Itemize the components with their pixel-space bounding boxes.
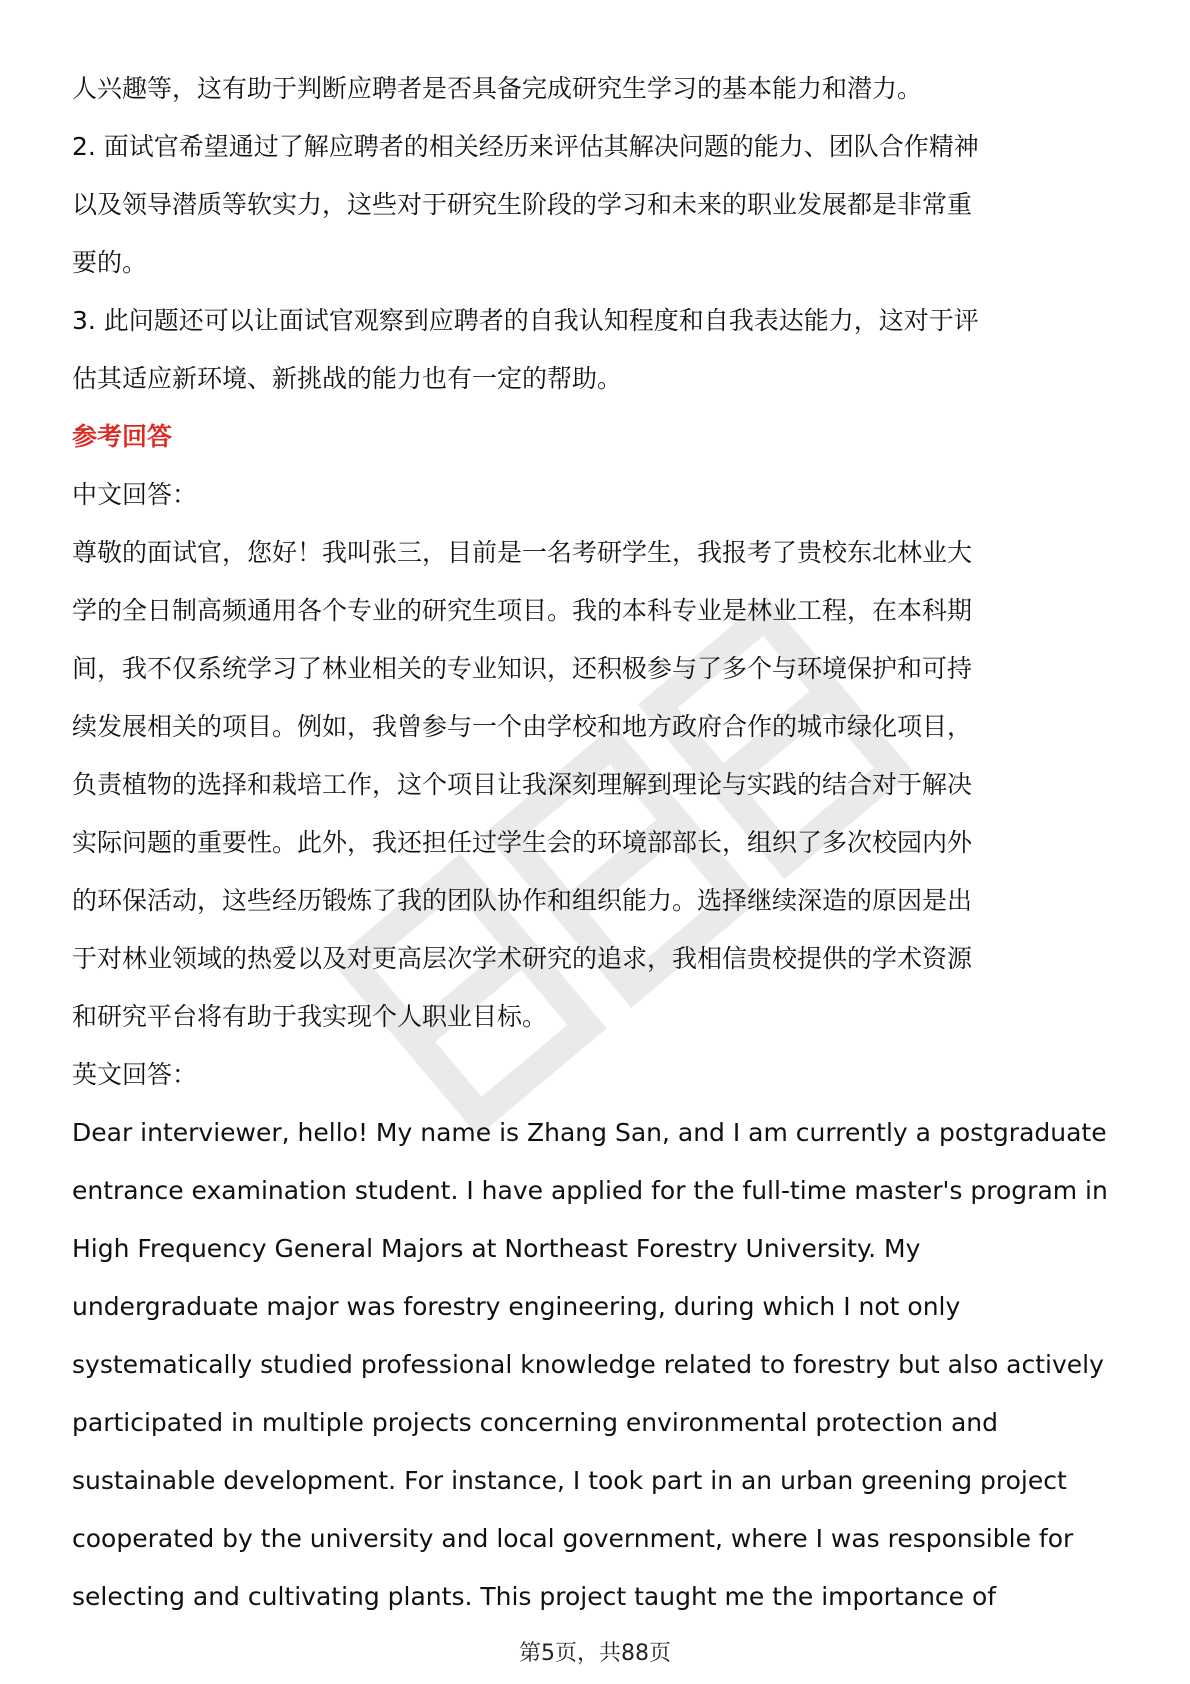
body-line: 人兴趣等，这有助于判断应聘者是否具备完成研究生学习的基本能力和潜力。 (72, 74, 923, 103)
chinese-line: 间，我不仅系统学习了林业相关的专业知识，还积极参与了多个与环境保护和可持 (72, 654, 973, 683)
reference-answer-heading: 参考回答 (72, 422, 173, 451)
chinese-line: 学的全日制高频通用各个专业的研究生项目。我的本科专业是林业工程，在本科期 (72, 596, 973, 625)
chinese-answer-label: 中文回答： (72, 480, 198, 509)
top-section (72, 60, 1122, 408)
english-line: undergraduate major was forestry engineering, during which I not only (72, 1292, 961, 1321)
english-line: selecting and cultivating plants. This project taught me the importance of (72, 1582, 997, 1611)
chinese-line: 实际问题的重要性。此外，我还担任过学生会的环境部部长，组织了多次校园内外 (72, 828, 973, 857)
english-answer-label: 英文回答： (72, 1060, 198, 1089)
page-number-footer: 第5页，共88页 (519, 1641, 671, 1666)
body-line: 2. 面试官希望通过了解应聘者的相关经历来评估其解决问题的能力、团队合作精神 (72, 132, 979, 161)
body-line: 以及领导潜质等软实力，这些对于研究生阶段的学习和未来的职业发展都是非常重 (72, 190, 973, 219)
chinese-line: 和研究平台将有助于我实现个人职业目标。 (72, 1002, 548, 1031)
english-line: participated in multiple projects concerning environmental protection and (72, 1408, 999, 1437)
chinese-answer-text (72, 524, 1122, 1046)
english-line: entrance examination student. I have applied for the full-time master's program in (72, 1176, 1108, 1205)
english-line: Dear interviewer, hello! My name is Zhang San, and I am currently a postgraduate (72, 1118, 1107, 1147)
chinese-line: 续发展相关的项目。例如，我曾参与一个由学校和地方政府合作的城市绿化项目， (72, 712, 973, 741)
english-line: sustainable development. For instance, I took part in an urban greening project (72, 1466, 1067, 1495)
english-answer-text (72, 1104, 1122, 1626)
document-body (72, 60, 1122, 1626)
chinese-line: 于对林业领域的热爱以及对更高层次学术研究的追求，我相信贵校提供的学术资源 (72, 944, 973, 973)
body-line: 3. 此问题还可以让面试官观察到应聘者的自我认知程度和自我表达能力，这对于评 (72, 306, 979, 335)
body-line: 估其适应新环境、新挑战的能力也有一定的帮助。 (72, 364, 623, 393)
english-line: cooperated by the university and local government, where I was responsible for (72, 1524, 1074, 1553)
english-line: High Frequency General Majors at Northeast Forestry University. My (72, 1234, 921, 1263)
chinese-line: 尊敬的面试官，您好！我叫张三，目前是一名考研学生，我报考了贵校东北林业大 (72, 538, 973, 567)
chinese-line: 负责植物的选择和栽培工作，这个项目让我深刻理解到理论与实践的结合对于解决 (72, 770, 973, 799)
chinese-line: 的环保活动，这些经历锻炼了我的团队协作和组织能力。选择继续深造的原因是出 (72, 886, 973, 915)
body-line: 要的。 (72, 248, 148, 277)
english-line: systematically studied professional knowledge related to forestry but also actively (72, 1350, 1104, 1379)
